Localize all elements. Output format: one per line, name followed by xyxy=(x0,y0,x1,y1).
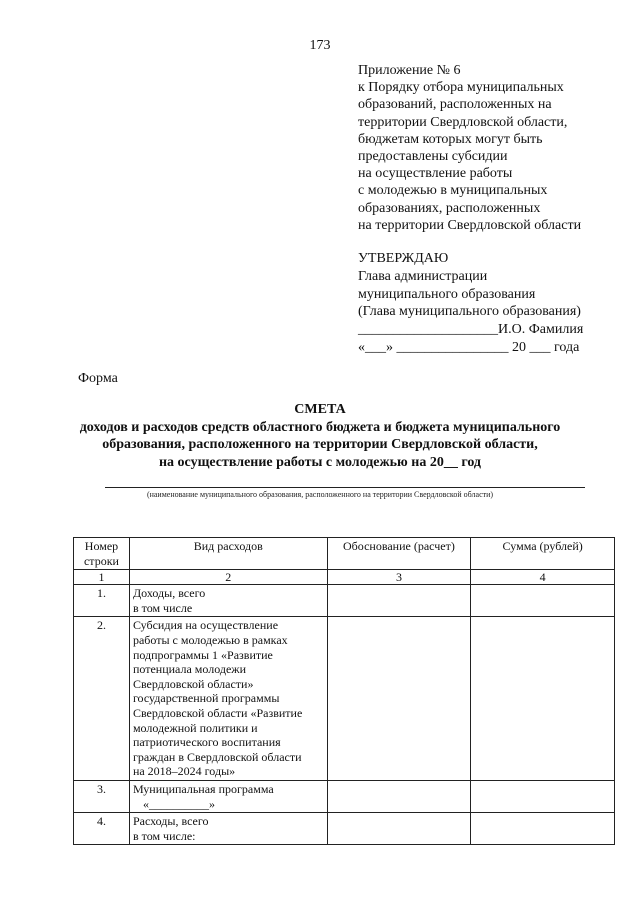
expense-type-cell xyxy=(129,780,327,812)
approval-position: Глава администрации xyxy=(358,268,488,284)
appendix-line: образованиях, расположенных xyxy=(358,200,541,216)
appendix-line: с молодежью в муниципальных xyxy=(358,183,548,199)
cell-line: патриотического воспитания xyxy=(132,735,281,750)
cell-line: Субсидия на осуществление xyxy=(132,618,279,633)
row-number: 3. xyxy=(74,780,130,812)
appendix-line: бюджетам которых могут быть xyxy=(358,131,543,147)
header-sum: Сумма (рублей) xyxy=(471,538,615,570)
cell-line: «__________» xyxy=(142,796,215,811)
table-row xyxy=(74,585,615,617)
appendix-line: на осуществление работы xyxy=(358,166,513,182)
page-number: 173 xyxy=(309,38,331,53)
approval-organization: муниципального образования xyxy=(358,286,536,302)
title-line: образования, расположенного на территории Свердловской области, xyxy=(102,437,538,453)
index-cell: 3 xyxy=(327,570,471,585)
title-line: СМЕТА xyxy=(294,402,346,417)
cell-line: в том числе: xyxy=(132,828,196,843)
title-line: доходов и расходов средств областного бюджета и бюджета муниципального xyxy=(79,419,561,435)
cell-line: работы с молодежью в рамках xyxy=(132,632,288,647)
sum-cell xyxy=(471,617,615,781)
table-row xyxy=(74,813,615,845)
cell-line: подпрограммы 1 «Развитие xyxy=(132,647,273,662)
index-cell: 1 xyxy=(74,570,130,585)
sum-cell xyxy=(471,585,615,617)
cell-line: молодежной политики и xyxy=(132,720,258,735)
header-row-number: Номер строки xyxy=(74,538,130,570)
appendix-line: на территории Свердловской области xyxy=(358,217,582,233)
expense-type-cell xyxy=(129,585,327,617)
sum-cell xyxy=(471,813,615,845)
appendix-note xyxy=(358,62,628,234)
basis-cell xyxy=(327,780,471,812)
header-expense-type: Вид расходов xyxy=(129,538,327,570)
table-header-row xyxy=(74,538,615,570)
row-number: 2. xyxy=(74,617,130,781)
appendix-line: предоставлены субсидии xyxy=(358,149,508,165)
table-row xyxy=(74,780,615,812)
cell-line: на 2018–2024 годы» xyxy=(132,764,236,779)
cell-line: в том числе xyxy=(132,600,193,615)
sum-cell xyxy=(471,780,615,812)
cell-line: Доходы, всего xyxy=(132,586,206,601)
title-line: на осуществление работы с молодежью на 20__ год xyxy=(158,454,482,470)
row-number: 1. xyxy=(74,585,130,617)
table-index-row xyxy=(74,570,615,585)
form-label: Форма xyxy=(78,371,118,386)
row-number: 4. xyxy=(74,813,130,845)
cell-line: государственной программы xyxy=(132,691,280,706)
basis-cell xyxy=(327,585,471,617)
expense-type-cell xyxy=(129,813,327,845)
approval-block xyxy=(358,250,628,357)
basis-cell xyxy=(327,617,471,781)
approval-alt-position: (Глава муниципального образования) xyxy=(358,304,581,320)
cell-line: граждан в Свердловской области xyxy=(132,749,302,764)
cell-line: потенциала молодежи xyxy=(132,662,247,677)
appendix-line: территории Свердловской области, xyxy=(358,114,568,130)
appendix-line: к Порядку отбора муниципальных xyxy=(358,80,564,96)
appendix-line: Приложение № 6 xyxy=(358,63,461,78)
index-cell: 4 xyxy=(471,570,615,585)
cell-line: Свердловской области «Развитие xyxy=(132,705,303,720)
cell-line: Муниципальная программа xyxy=(132,781,274,796)
signature-line: ____________________И.О. Фамилия xyxy=(358,322,584,338)
cell-line: Свердловской области» xyxy=(132,676,254,691)
approval-heading: УТВЕРЖДАЮ xyxy=(358,251,449,266)
basis-cell xyxy=(327,813,471,845)
municipality-name-caption: (наименование муниципального образования, расположенного на территории Свердловской области) xyxy=(146,490,494,499)
header-basis: Обоснование (расчет) xyxy=(327,538,471,570)
date-line: «___» ________________ 20 ___ года xyxy=(358,339,580,355)
index-cell: 2 xyxy=(129,570,327,585)
cell-line: Расходы, всего xyxy=(132,814,209,829)
document-title xyxy=(0,401,640,471)
expense-type-cell xyxy=(129,617,327,781)
municipality-name-line xyxy=(105,487,585,488)
appendix-line: образований, расположенных на xyxy=(358,97,552,113)
estimate-table xyxy=(73,537,615,845)
table-row xyxy=(74,617,615,781)
